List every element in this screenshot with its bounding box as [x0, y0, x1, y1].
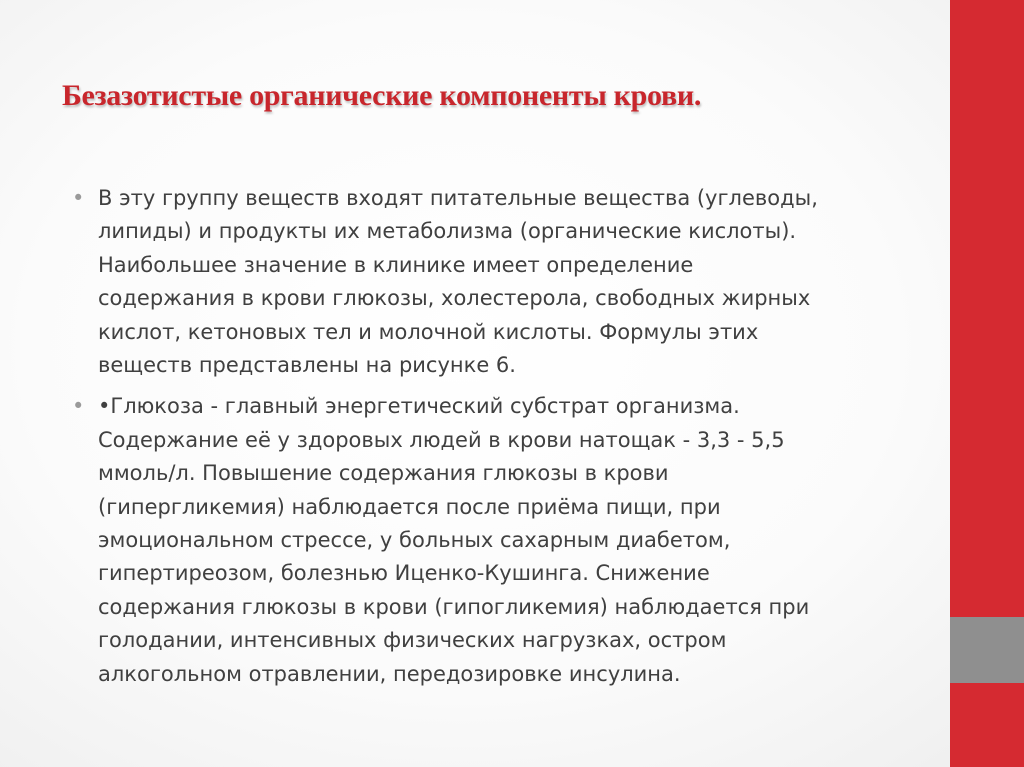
bullet-line: кислот, кетоновых тел и молочной кислоты. Формулы этих — [98, 319, 759, 344]
bullet-line: липиды) и продукты их метаболизма (органические кислоты). — [98, 219, 797, 244]
bullet-line: (гипергликемия) наблюдается после приёма пищи, при — [98, 494, 721, 519]
bullet-line: Содержание её у здоровых людей в крови натощак - 3,3 - 5,5 — [98, 427, 785, 452]
bullet-list — [72, 182, 898, 699]
bullet-line: голодании, интенсивных физических нагрузках, остром — [98, 628, 727, 653]
bullet-icon: • — [72, 394, 85, 419]
bullet-item-1 — [72, 182, 898, 382]
bullet-item-2 — [72, 390, 898, 691]
bullet-line: алкогольном отравлении, передозировке инсулина. — [98, 661, 681, 686]
accent-band-gray — [950, 617, 1024, 683]
bullet-line: веществ представлены на рисунке 6. — [98, 353, 516, 378]
bullet-line: гипертиреозом, болезнью Иценко-Кушинга. Снижение — [98, 561, 710, 586]
bullet-line: содержания в крови глюкозы, холестерола, свободных жирных — [98, 286, 811, 311]
bullet-line: содержания глюкозы в крови (гипогликемия) наблюдается при — [98, 594, 810, 619]
accent-band-top — [950, 0, 1024, 617]
bullet-line: •Глюкоза - главный энергетический субстрат организма. — [98, 394, 740, 419]
bullet-line: Наибольшее значение в клинике имеет определение — [98, 252, 694, 277]
bullet-line: ммоль/л. Повышение содержания глюкозы в крови — [98, 461, 669, 486]
slide-title: Безазотистые органические компоненты крови. — [62, 79, 702, 112]
bullet-line: В эту группу веществ входят питательные вещества (углеводы, — [98, 186, 818, 210]
bullet-line: эмоциональном стрессе, у больных сахарным диабетом, — [98, 528, 731, 553]
bullet-icon: • — [72, 186, 85, 210]
accent-band-bottom — [950, 683, 1024, 767]
